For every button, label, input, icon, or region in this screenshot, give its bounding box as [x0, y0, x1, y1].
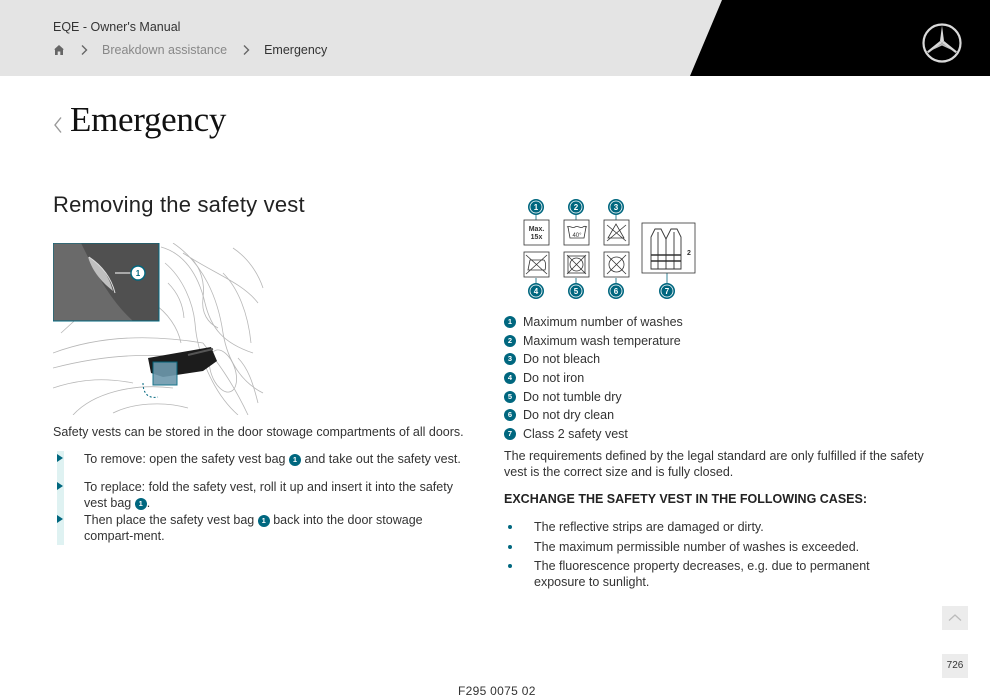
- step-2-text-b: .: [146, 496, 151, 510]
- chevron-left-icon[interactable]: [53, 116, 63, 134]
- bullet-icon: [508, 525, 512, 529]
- callout-1: 1: [258, 515, 270, 527]
- legend-item: [504, 387, 683, 406]
- legend-text: Maximum number of washes: [523, 315, 683, 330]
- breadcrumb: [53, 42, 327, 58]
- legend-item: [504, 313, 683, 332]
- legend-item: [504, 332, 683, 351]
- max-label-1: Max.: [528, 226, 545, 233]
- callout-3: 3: [504, 353, 516, 365]
- breadcrumb-item-breakdown-assistance[interactable]: Breakdown assistance: [102, 43, 228, 57]
- symbol-callout-7: 7: [664, 287, 670, 296]
- temp-label: 40°: [572, 233, 582, 239]
- callout-6: 6: [504, 409, 516, 421]
- legend-item: [504, 406, 683, 425]
- step-3-text-b: back into the door stowage compart-ment.: [84, 513, 423, 543]
- exchange-heading: EXCHANGE THE SAFETY VEST IN THE FOLLOWING CASES:: [504, 492, 867, 506]
- step-3-text-a: Then place the safety vest bag: [84, 513, 258, 527]
- callout-1: 1: [135, 498, 147, 510]
- legend-text: Do not dry clean: [523, 408, 615, 423]
- legend-text: Maximum wash temperature: [523, 333, 681, 348]
- callout-7: 7: [504, 428, 516, 440]
- step-1-text-a: To remove: open the safety vest bag: [84, 452, 289, 466]
- steps-bar: [57, 451, 64, 545]
- step-arrow-icon: [57, 454, 63, 462]
- bullet-icon: [508, 545, 512, 549]
- section-title: Removing the safety vest: [53, 192, 305, 217]
- symbol-callout-2: 2: [573, 203, 579, 212]
- callout-5: 5: [504, 391, 516, 403]
- class-label: 2: [687, 250, 691, 257]
- door-compartment-illustration: [53, 243, 265, 415]
- symbol-callout-5: 5: [573, 287, 579, 296]
- symbol-callout-6: 6: [613, 287, 619, 296]
- exchange-case-text: The reflective strips are damaged or dirty.: [534, 520, 764, 534]
- legend-text: Do not iron: [523, 371, 585, 386]
- exchange-case-text: The maximum permissible number of washes is exceeded.: [534, 540, 860, 554]
- chevron-right-icon: [80, 44, 88, 56]
- symbol-callout-3: 3: [613, 203, 619, 212]
- symbol-callout-4: 4: [533, 287, 539, 296]
- intro-text: Safety vests can be stored in the door stowage compartments of all doors.: [53, 425, 464, 439]
- step-1-text-b: and take out the safety vest.: [300, 452, 461, 466]
- legend-text: Class 2 safety vest: [523, 426, 628, 441]
- page-number: 726: [942, 654, 968, 678]
- legend-text: Do not tumble dry: [523, 389, 622, 404]
- step-2-text-a: To replace: fold the safety vest, roll it up and insert it into the safety vest bag: [84, 480, 453, 510]
- callout-4: 4: [504, 372, 516, 384]
- legend-text: Do not bleach: [523, 352, 601, 367]
- care-symbols-diagram: [518, 197, 702, 301]
- step-arrow-icon: [57, 482, 63, 490]
- requirements-text: The requirements defined by the legal standard are only fulfilled if the safety vest is the correct size and is fully closed.: [504, 449, 924, 479]
- legend-item: [504, 369, 683, 388]
- page-title: Emergency: [70, 100, 227, 139]
- max-label-2: 15x: [530, 234, 543, 241]
- figure-id: F295 0075 02: [458, 684, 536, 698]
- symbol-legend: [504, 313, 683, 443]
- breadcrumb-item-emergency: Emergency: [264, 43, 328, 57]
- callout-2: 2: [504, 335, 516, 347]
- bullet-icon: [508, 564, 512, 568]
- legend-item: [504, 350, 683, 369]
- step-arrow-icon: [57, 515, 63, 523]
- mercedes-star-logo[interactable]: [921, 22, 963, 64]
- callout-1-label: 1: [135, 269, 141, 278]
- legend-item: [504, 425, 683, 444]
- symbol-callout-1: 1: [533, 203, 539, 212]
- scroll-to-top-button[interactable]: [942, 606, 968, 630]
- app-title: EQE - Owner's Manual: [53, 20, 181, 34]
- chevron-right-icon: [242, 44, 250, 56]
- home-icon[interactable]: [53, 44, 65, 56]
- exchange-case-text: The fluorescence property decreases, e.g. due to permanent exposure to sunlight.: [534, 559, 870, 589]
- callout-1: 1: [504, 316, 516, 328]
- callout-1: 1: [289, 454, 301, 466]
